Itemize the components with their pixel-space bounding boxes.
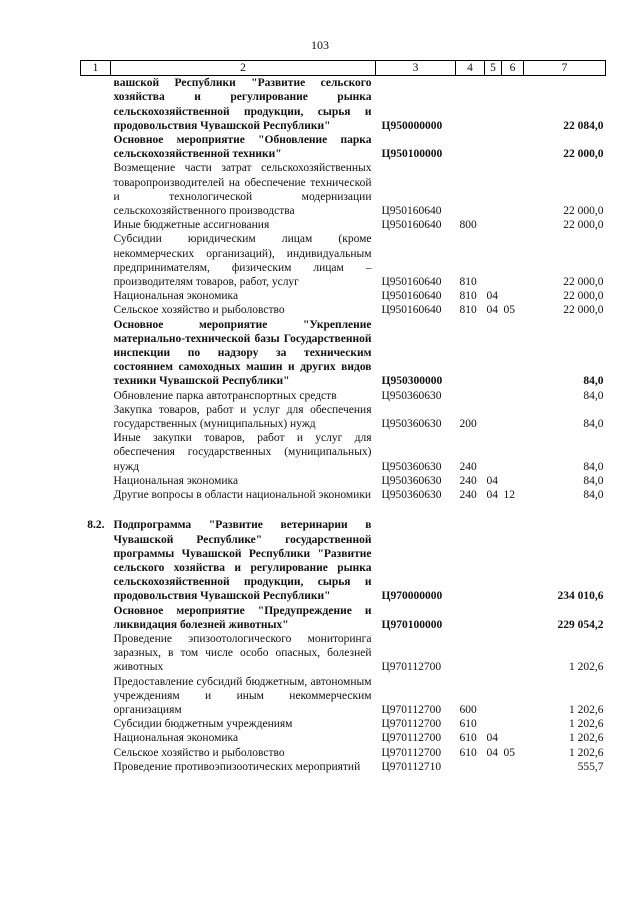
row-rz: 04	[486, 732, 498, 745]
row-amount: 22 000,0	[563, 219, 604, 232]
row-name: Основное мероприятие "Укрепление материально-технической базы Государственной инспекции по надзору за техническим состоянием самоходных машин и других видов техники Чувашской Республики"	[113, 318, 372, 388]
row-name: Иные бюджетные ассигнования	[113, 219, 270, 232]
row-amount: 555,7	[577, 760, 604, 773]
row-number: 8.2.	[87, 519, 105, 532]
row-pr	[502, 474, 524, 488]
row-number	[81, 303, 111, 317]
row-number	[81, 717, 111, 731]
table-row	[81, 76, 606, 133]
row-amount: 22 084,0	[563, 119, 604, 132]
row-number	[81, 604, 111, 632]
row-name: Проведение противоэпизоотических мероприятий	[113, 760, 361, 773]
row-name: Сельское хозяйство и рыболовство	[113, 746, 285, 759]
row-rz: 04	[486, 290, 498, 303]
row-name: Субсидии бюджетным учреждениям	[113, 718, 293, 731]
row-vr: 240	[459, 460, 477, 473]
table-row	[81, 502, 606, 518]
row-number	[81, 133, 111, 161]
row-name: Предоставление субсидий бюджетным, автономным учреждениям и иным некоммерческим организациям	[113, 675, 372, 716]
row-name: Подпрограмма "Развитие ветеринарии в Чувашской Республике" государственной программы Чувашской Республики "Развитие сельского хозяйства и регулирование рынка сельскохозяйственной продукции, сырья и продовольствия Чувашской Республики"	[113, 519, 372, 603]
row-pr: 12	[503, 489, 515, 502]
row-rz: 04	[486, 474, 498, 487]
row-name: Проведение эпизоотологического мониторинга заразных, в том числе особо опасных, болезней животных	[113, 632, 372, 674]
row-vr: 240	[459, 489, 477, 502]
row-rz	[485, 389, 502, 403]
row-rz	[485, 218, 502, 232]
row-name: Национальная экономика	[113, 474, 239, 487]
row-amount: 1 202,6	[569, 732, 604, 745]
row-pr: 05	[503, 304, 515, 317]
table-row	[81, 218, 606, 232]
row-rz	[485, 76, 502, 133]
row-pr	[502, 604, 524, 632]
row-code: Ц950000000	[381, 119, 443, 132]
row-rz	[485, 675, 502, 718]
row-code: Ц970112700	[381, 661, 442, 674]
row-amount: 1 202,6	[569, 661, 604, 674]
row-pr	[502, 389, 524, 403]
row-spacer	[81, 502, 606, 518]
row-name: Закупка товаров, работ и услуг для обеспечения государственных (муниципальных) нужд	[113, 403, 372, 431]
row-name: вашской Республики "Развитие сельского хозяйства и регулирование рынка сельскохозяйственной продукции, сырья и продовольствия Чувашской Республики"	[113, 77, 372, 132]
row-pr	[502, 218, 524, 232]
row-amount: 22 000,0	[563, 290, 604, 303]
row-code: Ц970112710	[381, 760, 442, 773]
row-vr: 810	[459, 290, 477, 303]
table-row	[81, 289, 606, 303]
row-amount: 22 000,0	[563, 148, 604, 161]
table-row	[81, 731, 606, 745]
row-code: Ц970112700	[381, 718, 442, 731]
table-row	[81, 474, 606, 488]
row-number	[81, 760, 111, 774]
row-vr: 610	[459, 746, 477, 759]
row-vr	[456, 760, 485, 774]
header-cell: 4	[456, 61, 485, 76]
row-pr	[502, 289, 524, 303]
table-row	[81, 161, 606, 218]
row-pr	[502, 403, 524, 431]
row-code: Ц970112700	[381, 732, 442, 745]
header-cell: 6	[502, 61, 524, 76]
row-name: Субсидии юридическим лицам (кроме некоммерческих организаций), индивидуальным предпринимателям, физическим лицам – производителям товаров, работ, услуг	[113, 233, 372, 289]
row-name: Иные закупки товаров, работ и услуг для обеспечения государственных (муниципальных) нужд	[113, 432, 372, 473]
row-vr	[456, 318, 485, 389]
row-vr: 800	[459, 219, 477, 232]
row-rz	[485, 760, 502, 774]
row-vr: 610	[459, 732, 477, 745]
row-name: Возмещение части затрат сельскохозяйственных товаропроизводителей на обеспечение технической и технологической модернизации сельскохозяйственного производства	[113, 162, 372, 218]
table-row	[81, 760, 606, 774]
row-vr	[456, 133, 485, 161]
row-pr	[502, 161, 524, 218]
row-amount: 84,0	[583, 489, 604, 502]
row-name: Сельское хозяйство и рыболовство	[113, 304, 285, 317]
row-amount: 84,0	[583, 474, 604, 487]
row-number	[81, 161, 111, 218]
row-vr	[456, 518, 485, 603]
row-name: Обновление парка автотранспортных средств	[113, 389, 337, 402]
row-amount: 22 000,0	[563, 304, 604, 317]
row-pr	[502, 675, 524, 718]
row-code: Ц950160640	[381, 304, 442, 317]
row-rz	[485, 403, 502, 431]
row-rz	[485, 717, 502, 731]
row-code: Ц950360630	[381, 489, 442, 502]
row-amount: 84,0	[583, 460, 604, 473]
table-row	[81, 133, 606, 161]
row-name: Основное мероприятие "Предупреждение и ликвидация болезней животных"	[113, 604, 372, 631]
row-rz	[485, 232, 502, 289]
row-rz	[485, 133, 502, 161]
row-rz: 04	[486, 304, 498, 317]
row-code: Ц950300000	[381, 375, 443, 388]
row-name: Национальная экономика	[113, 290, 239, 303]
table-body	[81, 76, 606, 774]
header-cell: 7	[524, 61, 606, 76]
row-amount: 84,0	[583, 418, 604, 431]
row-amount: 234 010,6	[557, 590, 604, 603]
row-rz	[485, 518, 502, 603]
row-number	[81, 632, 111, 675]
table-row	[81, 303, 606, 317]
table-row	[81, 717, 606, 731]
table-row	[81, 403, 606, 431]
row-amount: 84,0	[583, 375, 604, 388]
row-code: Ц970000000	[381, 590, 443, 603]
row-number	[81, 76, 111, 133]
row-vr	[456, 604, 485, 632]
header-cell: 1	[81, 61, 111, 76]
row-rz	[485, 161, 502, 218]
row-vr	[456, 389, 485, 403]
table-row	[81, 675, 606, 718]
row-pr	[502, 760, 524, 774]
table-row	[81, 518, 606, 603]
row-rz	[485, 431, 502, 474]
budget-table	[80, 60, 606, 774]
row-code: Ц950360630	[381, 389, 442, 402]
header-row	[81, 61, 606, 76]
row-vr: 810	[459, 276, 477, 289]
row-code: Ц950160640	[381, 276, 442, 289]
row-number	[81, 403, 111, 431]
table-row	[81, 488, 606, 502]
row-pr	[502, 133, 524, 161]
table-row	[81, 431, 606, 474]
row-number	[81, 675, 111, 718]
row-rz: 04	[486, 489, 498, 502]
row-code: Ц950160640	[381, 219, 442, 232]
row-pr	[502, 632, 524, 675]
row-name: Национальная экономика	[113, 732, 239, 745]
row-name: Основное мероприятие "Обновление парка сельскохозяйственной техники"	[113, 134, 372, 161]
table-row	[81, 746, 606, 760]
row-number	[81, 232, 111, 289]
row-vr	[456, 632, 485, 675]
row-number	[81, 431, 111, 474]
row-amount: 1 202,6	[569, 703, 604, 716]
row-code: Ц950100000	[381, 148, 443, 161]
row-code: Ц970112700	[381, 746, 442, 759]
row-pr	[502, 731, 524, 745]
row-number	[81, 218, 111, 232]
row-number	[81, 731, 111, 745]
row-code: Ц970100000	[381, 618, 443, 631]
page-number: 103	[311, 38, 329, 52]
row-pr	[502, 76, 524, 133]
row-code: Ц950160640	[381, 290, 442, 303]
table-row	[81, 232, 606, 289]
row-vr: 810	[459, 304, 477, 317]
row-number	[81, 289, 111, 303]
row-amount: 84,0	[583, 389, 604, 402]
row-amount: 229 054,2	[557, 618, 604, 631]
row-amount: 22 000,0	[563, 205, 604, 218]
row-pr	[502, 518, 524, 603]
row-rz	[485, 318, 502, 389]
row-amount: 22 000,0	[563, 276, 604, 289]
row-vr: 200	[459, 418, 477, 431]
row-pr: 05	[503, 746, 515, 759]
row-amount: 1 202,6	[569, 746, 604, 759]
row-vr: 240	[459, 474, 477, 487]
row-code: Ц970112700	[381, 703, 442, 716]
row-rz: 04	[486, 746, 498, 759]
row-number	[81, 318, 111, 389]
table-row	[81, 318, 606, 389]
row-rz	[485, 632, 502, 675]
row-number	[81, 746, 111, 760]
row-pr	[502, 318, 524, 389]
row-pr	[502, 431, 524, 474]
row-vr	[456, 76, 485, 133]
row-name: Другие вопросы в области национальной экономики	[113, 489, 372, 502]
header-cell: 2	[111, 61, 376, 76]
table-row	[81, 604, 606, 632]
row-rz	[485, 604, 502, 632]
row-vr: 610	[459, 718, 477, 731]
row-vr	[456, 161, 485, 218]
table-row	[81, 632, 606, 675]
row-number	[81, 474, 111, 488]
row-amount: 1 202,6	[569, 718, 604, 731]
row-code: Ц950360630	[381, 418, 442, 431]
row-number	[81, 389, 111, 403]
row-pr	[502, 717, 524, 731]
row-code: Ц950160640	[381, 205, 442, 218]
header-cell: 5	[485, 61, 502, 76]
row-code: Ц950360630	[381, 474, 442, 487]
row-code: Ц950360630	[381, 460, 442, 473]
header-cell: 3	[376, 61, 456, 76]
table-row	[81, 389, 606, 403]
row-pr	[502, 232, 524, 289]
row-vr: 600	[459, 703, 477, 716]
row-number	[81, 488, 111, 502]
